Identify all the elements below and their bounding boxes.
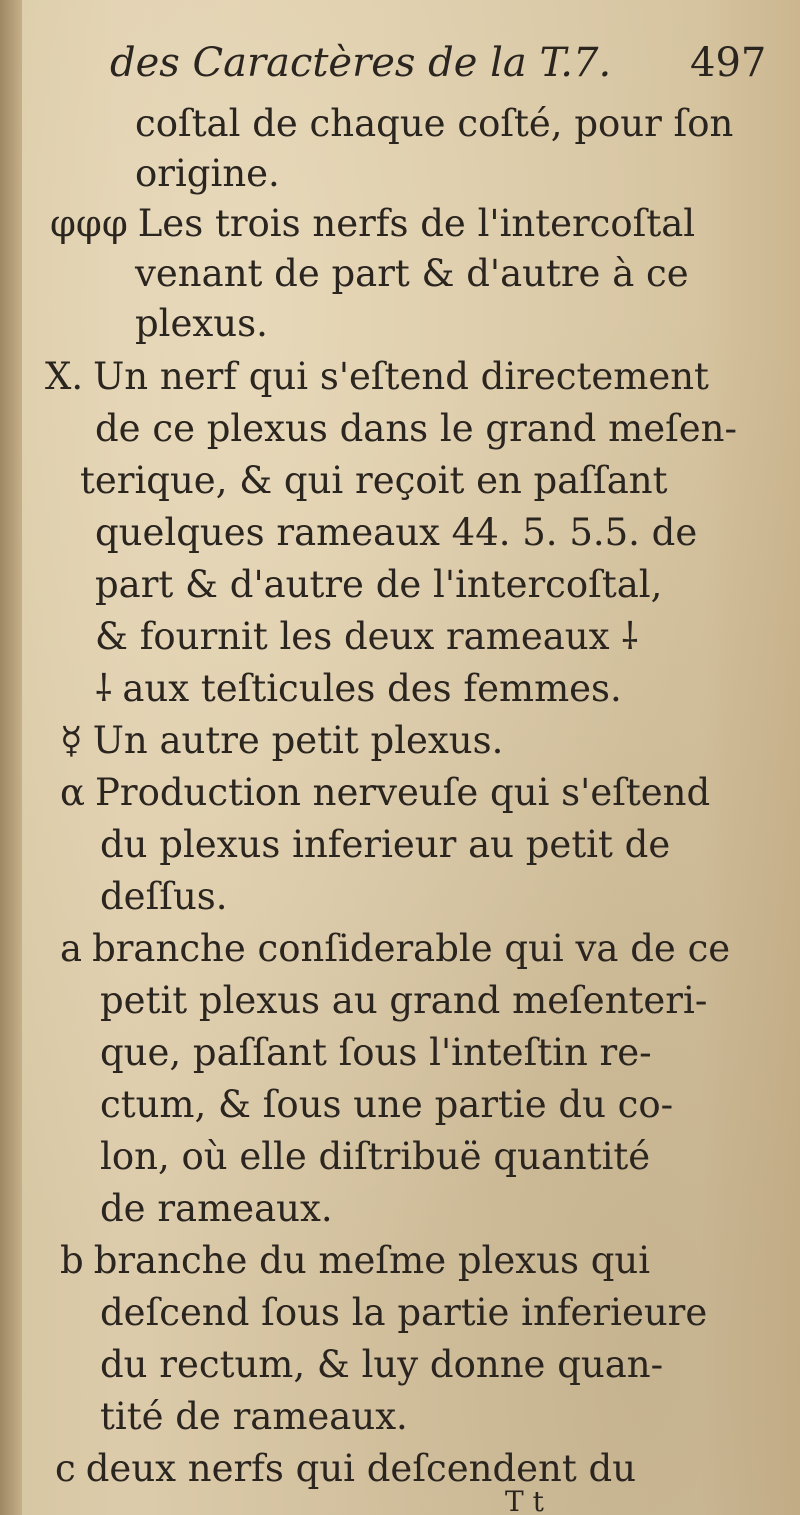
text-line-content: branche du meſme plexus qui [93, 1239, 651, 1282]
text-line: tité de rameaux. [100, 1395, 408, 1438]
text-line: lon, où elle diſtribuë quantité [100, 1135, 651, 1178]
catchword: T t [505, 1485, 544, 1515]
text-line: & fournit les deux rameaux ⸸ [95, 615, 639, 658]
text-line [45, 355, 709, 398]
text-line-content: aux teſticules des femmes. [122, 667, 622, 710]
marker-symbol: X. [45, 355, 84, 398]
marker-symbol: c [55, 1447, 76, 1490]
text-line: plexus. [135, 302, 268, 345]
text-line: ctum, & ſous une partie du co- [100, 1083, 674, 1126]
text-line: part & d'autre de l'intercoſtal, [95, 563, 663, 606]
text-line [95, 667, 622, 710]
text-line [60, 771, 711, 814]
text-line-content: branche conſiderable qui va de ce [92, 927, 731, 970]
text-line: du rectum, & luy donne quan- [100, 1343, 664, 1386]
text-line-content: Un nerf qui s'eſtend directement [93, 355, 709, 398]
marker-symbol: φφφ [50, 202, 128, 245]
text-line: origine. [135, 152, 280, 195]
text-line-content: Un autre petit plexus. [92, 719, 504, 762]
text-line [60, 1239, 651, 1282]
text-line [60, 719, 504, 762]
text-line: coſtal de chaque coſté, pour ſon [135, 102, 734, 145]
page-gutter-shadow [0, 0, 22, 1515]
marker-symbol: α [60, 771, 85, 814]
text-line: de rameaux. [100, 1187, 333, 1230]
text-line: petit plexus au grand meſenteri- [100, 979, 708, 1022]
text-line: deſcend ſous la partie inferieure [100, 1291, 708, 1334]
text-line [60, 927, 731, 970]
running-header [110, 40, 767, 86]
marker-symbol: b [60, 1239, 84, 1282]
text-line [55, 1447, 637, 1490]
text-line [50, 202, 696, 245]
page-number: 497 [690, 40, 767, 86]
text-line: venant de part & d'autre à ce [135, 252, 689, 295]
marker-symbol: a [60, 927, 83, 970]
text-line: que, paſſant ſous l'inteſtin re- [100, 1031, 652, 1074]
text-line: du plexus inferieur au petit de [100, 823, 671, 866]
marker-symbol: ☿ [60, 719, 83, 762]
marker-symbol: ⸸ [95, 667, 113, 710]
text-line: terique, & qui reçoit en paſſant [80, 459, 668, 502]
text-line: quelques rameaux 44. 5. 5.5. de [95, 511, 698, 554]
text-line-content: Les trois nerfs de l'intercoſtal [137, 202, 696, 245]
running-title: des Caractères de la T.7. [110, 40, 612, 86]
text-line: de ce plexus dans le grand meſen- [95, 407, 738, 450]
text-line: deſſus. [100, 875, 228, 918]
text-line-content: Production nerveuſe qui s'eſtend [95, 771, 711, 814]
text-line-content: deux nerfs qui deſcendent du [85, 1447, 637, 1490]
